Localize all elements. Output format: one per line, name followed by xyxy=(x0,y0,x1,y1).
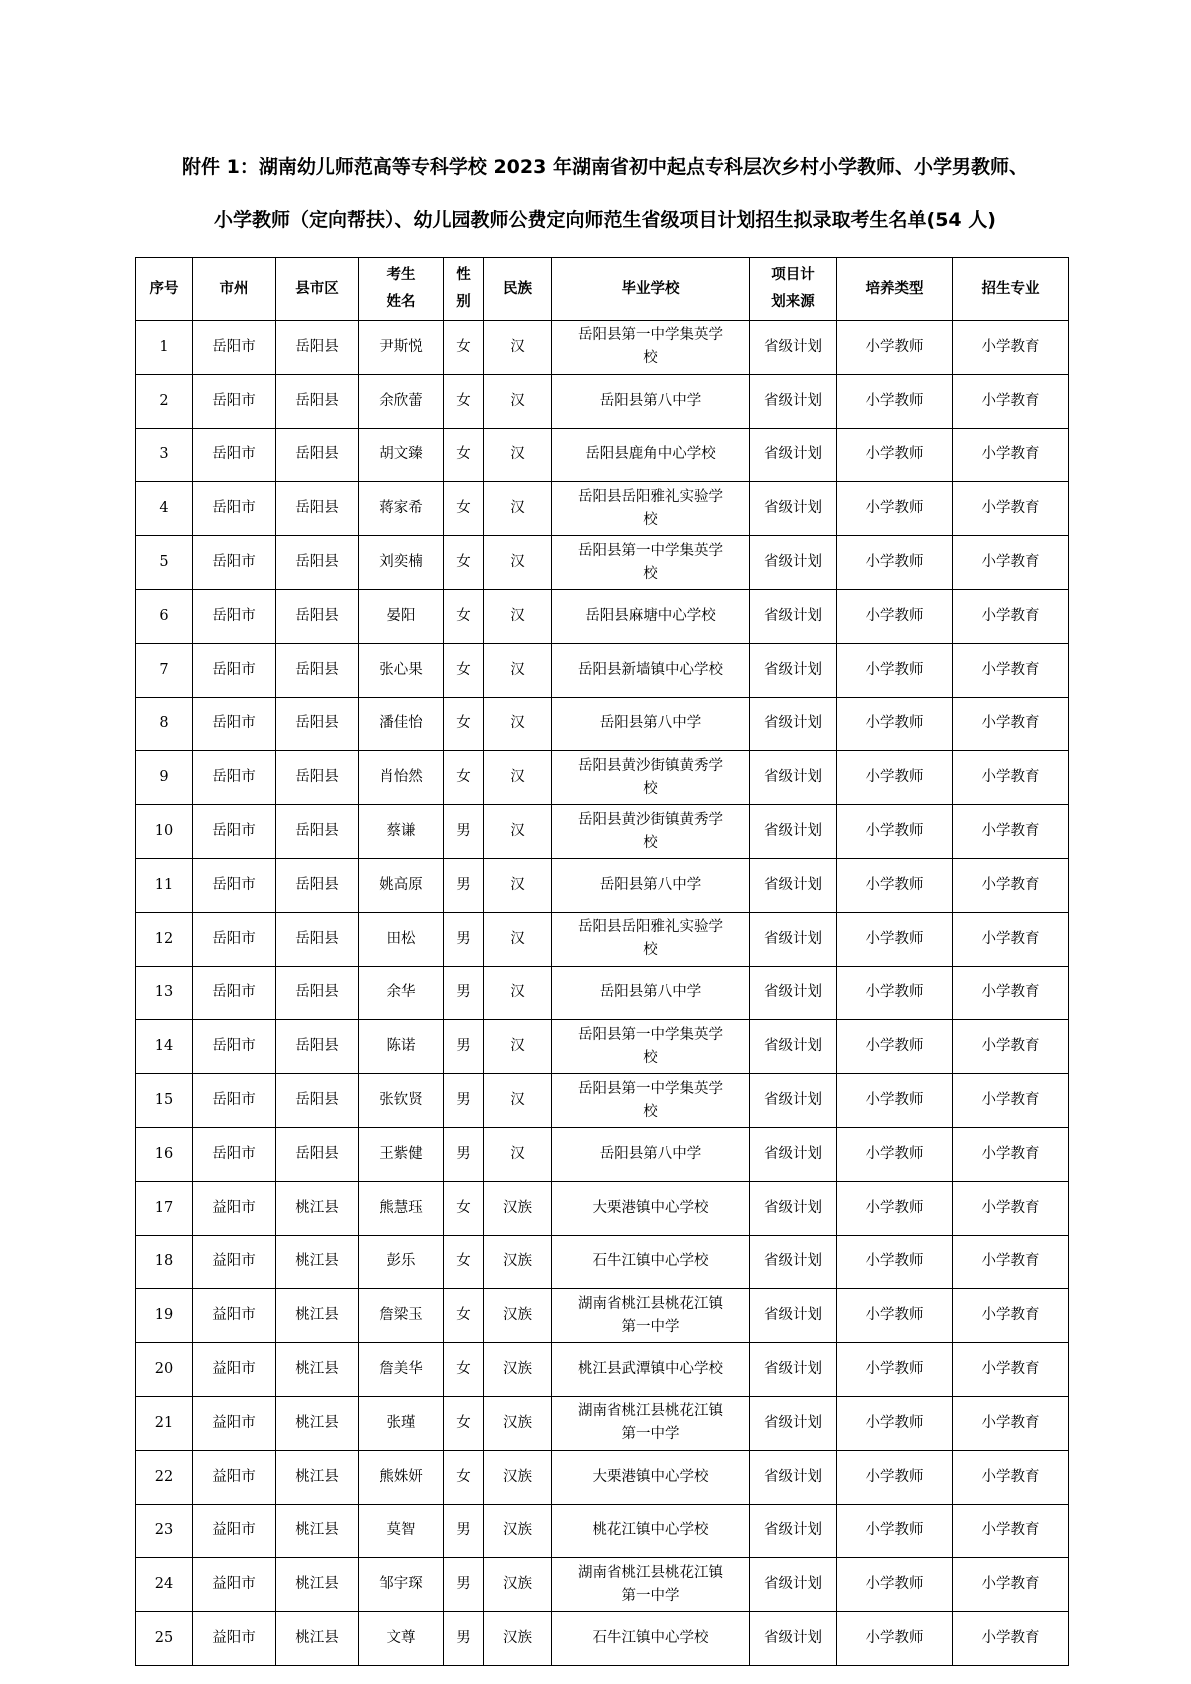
cell-ethnicity: 汉 xyxy=(484,966,552,1020)
cell-county: 岳阳县 xyxy=(276,858,359,912)
cell-training-type: 小学教师 xyxy=(837,374,953,428)
cell-name: 姚高原 xyxy=(359,858,444,912)
cell-county: 桃江县 xyxy=(276,1181,359,1235)
cell-major: 小学教育 xyxy=(953,912,1069,966)
cell-school: 岳阳县第一中学集英学 校 xyxy=(552,321,750,375)
cell-gender: 男 xyxy=(444,1504,484,1558)
col-header-city: 市州 xyxy=(193,258,276,321)
cell-ethnicity: 汉 xyxy=(484,589,552,643)
cell-school: 大栗港镇中心学校 xyxy=(552,1181,750,1235)
table-row xyxy=(136,1343,1069,1397)
cell-ethnicity: 汉族 xyxy=(484,1343,552,1397)
cell-major: 小学教育 xyxy=(953,1289,1069,1343)
cell-major: 小学教育 xyxy=(953,321,1069,375)
col-header-index: 序号 xyxy=(136,258,193,321)
cell-school: 大栗港镇中心学校 xyxy=(552,1450,750,1504)
cell-training-type: 小学教师 xyxy=(837,482,953,536)
table-row xyxy=(136,589,1069,643)
cell-plan-source: 省级计划 xyxy=(750,321,837,375)
cell-county: 桃江县 xyxy=(276,1289,359,1343)
cell-ethnicity: 汉 xyxy=(484,751,552,805)
cell-gender: 女 xyxy=(444,1343,484,1397)
cell-plan-source: 省级计划 xyxy=(750,966,837,1020)
cell-training-type: 小学教师 xyxy=(837,536,953,590)
cell-county: 岳阳县 xyxy=(276,428,359,482)
cell-index: 20 xyxy=(136,1343,193,1397)
cell-gender: 女 xyxy=(444,1396,484,1450)
cell-name: 刘奕楠 xyxy=(359,536,444,590)
cell-school: 岳阳县岳阳雅礼实验学 校 xyxy=(552,912,750,966)
cell-training-type: 小学教师 xyxy=(837,912,953,966)
cell-school: 石牛江镇中心学校 xyxy=(552,1235,750,1289)
cell-gender: 女 xyxy=(444,321,484,375)
cell-county: 岳阳县 xyxy=(276,751,359,805)
cell-plan-source: 省级计划 xyxy=(750,374,837,428)
cell-gender: 男 xyxy=(444,1612,484,1666)
cell-major: 小学教育 xyxy=(953,1181,1069,1235)
cell-gender: 男 xyxy=(444,1127,484,1181)
cell-gender: 男 xyxy=(444,805,484,859)
cell-county: 岳阳县 xyxy=(276,643,359,697)
cell-plan-source: 省级计划 xyxy=(750,482,837,536)
cell-school: 岳阳县鹿角中心学校 xyxy=(552,428,750,482)
cell-index: 21 xyxy=(136,1396,193,1450)
cell-county: 桃江县 xyxy=(276,1235,359,1289)
cell-training-type: 小学教师 xyxy=(837,1289,953,1343)
cell-school: 岳阳县第一中学集英学 校 xyxy=(552,1074,750,1128)
cell-major: 小学教育 xyxy=(953,1396,1069,1450)
cell-plan-source: 省级计划 xyxy=(750,1289,837,1343)
cell-gender: 女 xyxy=(444,1181,484,1235)
cell-ethnicity: 汉 xyxy=(484,482,552,536)
table-row xyxy=(136,482,1069,536)
cell-plan-source: 省级计划 xyxy=(750,1074,837,1128)
cell-school: 岳阳县岳阳雅礼实验学 校 xyxy=(552,482,750,536)
cell-city: 岳阳市 xyxy=(193,912,276,966)
cell-county: 桃江县 xyxy=(276,1343,359,1397)
cell-school: 岳阳县第八中学 xyxy=(552,858,750,912)
cell-plan-source: 省级计划 xyxy=(750,1181,837,1235)
cell-school: 岳阳县黄沙街镇黄秀学 校 xyxy=(552,805,750,859)
cell-name: 彭乐 xyxy=(359,1235,444,1289)
cell-ethnicity: 汉 xyxy=(484,805,552,859)
cell-major: 小学教育 xyxy=(953,643,1069,697)
cell-county: 岳阳县 xyxy=(276,589,359,643)
cell-training-type: 小学教师 xyxy=(837,1181,953,1235)
cell-ethnicity: 汉 xyxy=(484,912,552,966)
cell-county: 岳阳县 xyxy=(276,697,359,751)
cell-name: 王紫健 xyxy=(359,1127,444,1181)
cell-index: 7 xyxy=(136,643,193,697)
cell-city: 岳阳市 xyxy=(193,858,276,912)
cell-index: 8 xyxy=(136,697,193,751)
cell-training-type: 小学教师 xyxy=(837,1450,953,1504)
cell-city: 岳阳市 xyxy=(193,589,276,643)
cell-city: 益阳市 xyxy=(193,1450,276,1504)
cell-school: 桃花江镇中心学校 xyxy=(552,1504,750,1558)
cell-school: 石牛江镇中心学校 xyxy=(552,1612,750,1666)
cell-city: 岳阳市 xyxy=(193,697,276,751)
cell-plan-source: 省级计划 xyxy=(750,536,837,590)
cell-city: 益阳市 xyxy=(193,1558,276,1612)
cell-city: 岳阳市 xyxy=(193,1020,276,1074)
cell-plan-source: 省级计划 xyxy=(750,1020,837,1074)
cell-gender: 女 xyxy=(444,1450,484,1504)
cell-gender: 女 xyxy=(444,1235,484,1289)
cell-ethnicity: 汉族 xyxy=(484,1558,552,1612)
cell-county: 桃江县 xyxy=(276,1450,359,1504)
cell-plan-source: 省级计划 xyxy=(750,1450,837,1504)
table-row xyxy=(136,321,1069,375)
cell-major: 小学教育 xyxy=(953,858,1069,912)
cell-school: 岳阳县麻塘中心学校 xyxy=(552,589,750,643)
cell-county: 桃江县 xyxy=(276,1612,359,1666)
cell-index: 13 xyxy=(136,966,193,1020)
cell-index: 6 xyxy=(136,589,193,643)
cell-training-type: 小学教师 xyxy=(837,1558,953,1612)
cell-name: 熊慧珏 xyxy=(359,1181,444,1235)
cell-name: 熊姝妍 xyxy=(359,1450,444,1504)
cell-index: 1 xyxy=(136,321,193,375)
cell-name: 田松 xyxy=(359,912,444,966)
cell-training-type: 小学教师 xyxy=(837,1020,953,1074)
cell-city: 岳阳市 xyxy=(193,1074,276,1128)
cell-city: 岳阳市 xyxy=(193,536,276,590)
table-row xyxy=(136,1235,1069,1289)
cell-city: 岳阳市 xyxy=(193,321,276,375)
cell-plan-source: 省级计划 xyxy=(750,428,837,482)
cell-county: 桃江县 xyxy=(276,1558,359,1612)
cell-plan-source: 省级计划 xyxy=(750,589,837,643)
cell-name: 胡文臻 xyxy=(359,428,444,482)
cell-plan-source: 省级计划 xyxy=(750,1396,837,1450)
cell-index: 22 xyxy=(136,1450,193,1504)
cell-school: 岳阳县黄沙街镇黄秀学 校 xyxy=(552,751,750,805)
table-row xyxy=(136,912,1069,966)
cell-major: 小学教育 xyxy=(953,1074,1069,1128)
cell-index: 19 xyxy=(136,1289,193,1343)
cell-county: 岳阳县 xyxy=(276,1020,359,1074)
cell-index: 12 xyxy=(136,912,193,966)
cell-major: 小学教育 xyxy=(953,1127,1069,1181)
table-row xyxy=(136,697,1069,751)
table-row xyxy=(136,428,1069,482)
cell-index: 5 xyxy=(136,536,193,590)
cell-name: 邹宇琛 xyxy=(359,1558,444,1612)
cell-plan-source: 省级计划 xyxy=(750,697,837,751)
cell-major: 小学教育 xyxy=(953,589,1069,643)
table-row xyxy=(136,751,1069,805)
cell-training-type: 小学教师 xyxy=(837,1343,953,1397)
cell-training-type: 小学教师 xyxy=(837,697,953,751)
cell-plan-source: 省级计划 xyxy=(750,1504,837,1558)
cell-gender: 女 xyxy=(444,374,484,428)
table-row xyxy=(136,1558,1069,1612)
table-row xyxy=(136,966,1069,1020)
cell-plan-source: 省级计划 xyxy=(750,1343,837,1397)
table-row xyxy=(136,1020,1069,1074)
cell-training-type: 小学教师 xyxy=(837,966,953,1020)
document-title-line-2: 小学教师（定向帮扶）、幼儿园教师公费定向师范生省级项目计划招生拟录取考生名单(54 人) xyxy=(214,209,996,231)
cell-city: 益阳市 xyxy=(193,1289,276,1343)
cell-city: 益阳市 xyxy=(193,1504,276,1558)
cell-major: 小学教育 xyxy=(953,482,1069,536)
cell-gender: 男 xyxy=(444,1074,484,1128)
cell-ethnicity: 汉族 xyxy=(484,1289,552,1343)
cell-name: 肖怡然 xyxy=(359,751,444,805)
cell-name: 莫智 xyxy=(359,1504,444,1558)
cell-city: 益阳市 xyxy=(193,1343,276,1397)
cell-ethnicity: 汉族 xyxy=(484,1396,552,1450)
table-row xyxy=(136,1612,1069,1666)
cell-gender: 女 xyxy=(444,751,484,805)
cell-city: 岳阳市 xyxy=(193,1127,276,1181)
cell-county: 岳阳县 xyxy=(276,966,359,1020)
cell-name: 晏阳 xyxy=(359,589,444,643)
col-header-gender: 性 别 xyxy=(444,258,484,321)
cell-name: 余欣蕾 xyxy=(359,374,444,428)
cell-training-type: 小学教师 xyxy=(837,1235,953,1289)
cell-ethnicity: 汉族 xyxy=(484,1612,552,1666)
cell-county: 岳阳县 xyxy=(276,1074,359,1128)
cell-major: 小学教育 xyxy=(953,1504,1069,1558)
cell-plan-source: 省级计划 xyxy=(750,1558,837,1612)
cell-city: 岳阳市 xyxy=(193,966,276,1020)
cell-county: 岳阳县 xyxy=(276,321,359,375)
cell-city: 岳阳市 xyxy=(193,751,276,805)
cell-name: 潘佳怡 xyxy=(359,697,444,751)
cell-index: 14 xyxy=(136,1020,193,1074)
cell-name: 詹梁玉 xyxy=(359,1289,444,1343)
cell-school: 岳阳县第八中学 xyxy=(552,1127,750,1181)
cell-index: 2 xyxy=(136,374,193,428)
cell-city: 益阳市 xyxy=(193,1235,276,1289)
cell-city: 岳阳市 xyxy=(193,428,276,482)
cell-index: 10 xyxy=(136,805,193,859)
cell-training-type: 小学教师 xyxy=(837,1127,953,1181)
cell-gender: 女 xyxy=(444,482,484,536)
cell-index: 18 xyxy=(136,1235,193,1289)
cell-training-type: 小学教师 xyxy=(837,321,953,375)
cell-training-type: 小学教师 xyxy=(837,643,953,697)
cell-name: 陈诺 xyxy=(359,1020,444,1074)
table-row xyxy=(136,643,1069,697)
cell-city: 益阳市 xyxy=(193,1612,276,1666)
table-row xyxy=(136,1396,1069,1450)
cell-plan-source: 省级计划 xyxy=(750,1612,837,1666)
cell-training-type: 小学教师 xyxy=(837,1074,953,1128)
cell-school: 湖南省桃江县桃花江镇 第一中学 xyxy=(552,1289,750,1343)
cell-index: 11 xyxy=(136,858,193,912)
cell-plan-source: 省级计划 xyxy=(750,858,837,912)
cell-training-type: 小学教师 xyxy=(837,1612,953,1666)
cell-ethnicity: 汉 xyxy=(484,858,552,912)
cell-ethnicity: 汉 xyxy=(484,428,552,482)
cell-name: 尹斯悦 xyxy=(359,321,444,375)
cell-index: 23 xyxy=(136,1504,193,1558)
cell-ethnicity: 汉族 xyxy=(484,1181,552,1235)
cell-major: 小学教育 xyxy=(953,1020,1069,1074)
cell-ethnicity: 汉 xyxy=(484,643,552,697)
cell-major: 小学教育 xyxy=(953,1235,1069,1289)
cell-ethnicity: 汉族 xyxy=(484,1235,552,1289)
cell-school: 岳阳县新墙镇中心学校 xyxy=(552,643,750,697)
cell-ethnicity: 汉族 xyxy=(484,1504,552,1558)
cell-name: 余华 xyxy=(359,966,444,1020)
cell-plan-source: 省级计划 xyxy=(750,912,837,966)
col-header-ethnicity: 民族 xyxy=(484,258,552,321)
cell-ethnicity: 汉 xyxy=(484,374,552,428)
cell-index: 25 xyxy=(136,1612,193,1666)
cell-school: 岳阳县第一中学集英学 校 xyxy=(552,1020,750,1074)
cell-school: 岳阳县第八中学 xyxy=(552,374,750,428)
cell-major: 小学教育 xyxy=(953,1558,1069,1612)
cell-plan-source: 省级计划 xyxy=(750,751,837,805)
table-row xyxy=(136,1289,1069,1343)
cell-ethnicity: 汉 xyxy=(484,1127,552,1181)
cell-plan-source: 省级计划 xyxy=(750,643,837,697)
table-row xyxy=(136,1127,1069,1181)
cell-major: 小学教育 xyxy=(953,751,1069,805)
cell-school: 岳阳县第八中学 xyxy=(552,697,750,751)
cell-major: 小学教育 xyxy=(953,1450,1069,1504)
admission-list-table xyxy=(135,257,1069,1666)
cell-school: 桃江县武潭镇中心学校 xyxy=(552,1343,750,1397)
table-row xyxy=(136,374,1069,428)
cell-name: 张心果 xyxy=(359,643,444,697)
cell-gender: 女 xyxy=(444,643,484,697)
document-title-line-1: 附件 1：湖南幼儿师范高等专科学校 2023 年湖南省初中起点专科层次乡村小学教师、小学男教师、 xyxy=(182,156,1028,178)
table-row xyxy=(136,1181,1069,1235)
cell-school: 岳阳县第一中学集英学 校 xyxy=(552,536,750,590)
cell-index: 15 xyxy=(136,1074,193,1128)
cell-city: 岳阳市 xyxy=(193,643,276,697)
cell-index: 9 xyxy=(136,751,193,805)
cell-county: 岳阳县 xyxy=(276,912,359,966)
cell-ethnicity: 汉 xyxy=(484,1020,552,1074)
cell-name: 詹美华 xyxy=(359,1343,444,1397)
cell-county: 桃江县 xyxy=(276,1504,359,1558)
cell-gender: 男 xyxy=(444,1020,484,1074)
cell-index: 4 xyxy=(136,482,193,536)
cell-training-type: 小学教师 xyxy=(837,858,953,912)
cell-county: 桃江县 xyxy=(276,1396,359,1450)
col-header-training-type: 培养类型 xyxy=(837,258,953,321)
table-row xyxy=(136,1074,1069,1128)
col-header-school: 毕业学校 xyxy=(552,258,750,321)
cell-major: 小学教育 xyxy=(953,374,1069,428)
col-header-name: 考生 姓名 xyxy=(359,258,444,321)
cell-school: 岳阳县第八中学 xyxy=(552,966,750,1020)
cell-city: 岳阳市 xyxy=(193,805,276,859)
cell-city: 岳阳市 xyxy=(193,482,276,536)
cell-city: 岳阳市 xyxy=(193,374,276,428)
cell-school: 湖南省桃江县桃花江镇 第一中学 xyxy=(552,1396,750,1450)
cell-name: 蔡谦 xyxy=(359,805,444,859)
cell-index: 24 xyxy=(136,1558,193,1612)
cell-index: 16 xyxy=(136,1127,193,1181)
table-row xyxy=(136,536,1069,590)
cell-gender: 男 xyxy=(444,966,484,1020)
cell-gender: 男 xyxy=(444,1558,484,1612)
cell-index: 3 xyxy=(136,428,193,482)
cell-county: 岳阳县 xyxy=(276,482,359,536)
cell-major: 小学教育 xyxy=(953,536,1069,590)
cell-plan-source: 省级计划 xyxy=(750,1127,837,1181)
cell-training-type: 小学教师 xyxy=(837,589,953,643)
cell-ethnicity: 汉族 xyxy=(484,1450,552,1504)
cell-major: 小学教育 xyxy=(953,805,1069,859)
table-row xyxy=(136,1504,1069,1558)
col-header-county: 县市区 xyxy=(276,258,359,321)
cell-county: 岳阳县 xyxy=(276,374,359,428)
col-header-major: 招生专业 xyxy=(953,258,1069,321)
cell-plan-source: 省级计划 xyxy=(750,1235,837,1289)
cell-city: 益阳市 xyxy=(193,1181,276,1235)
cell-gender: 女 xyxy=(444,1289,484,1343)
cell-ethnicity: 汉 xyxy=(484,536,552,590)
table-row xyxy=(136,1450,1069,1504)
cell-name: 张瑾 xyxy=(359,1396,444,1450)
cell-training-type: 小学教师 xyxy=(837,1504,953,1558)
cell-major: 小学教育 xyxy=(953,966,1069,1020)
col-header-plan-source: 项目计 划来源 xyxy=(750,258,837,321)
cell-ethnicity: 汉 xyxy=(484,697,552,751)
cell-name: 蒋家希 xyxy=(359,482,444,536)
cell-county: 岳阳县 xyxy=(276,536,359,590)
cell-city: 益阳市 xyxy=(193,1396,276,1450)
table-body xyxy=(136,321,1069,1666)
cell-ethnicity: 汉 xyxy=(484,321,552,375)
cell-gender: 女 xyxy=(444,697,484,751)
cell-training-type: 小学教师 xyxy=(837,428,953,482)
table-header-row xyxy=(136,258,1069,321)
cell-name: 文尊 xyxy=(359,1612,444,1666)
cell-index: 17 xyxy=(136,1181,193,1235)
cell-major: 小学教育 xyxy=(953,428,1069,482)
cell-gender: 男 xyxy=(444,912,484,966)
cell-major: 小学教育 xyxy=(953,1612,1069,1666)
cell-gender: 男 xyxy=(444,858,484,912)
cell-ethnicity: 汉 xyxy=(484,1074,552,1128)
cell-training-type: 小学教师 xyxy=(837,751,953,805)
cell-training-type: 小学教师 xyxy=(837,805,953,859)
cell-gender: 女 xyxy=(444,536,484,590)
table-row xyxy=(136,858,1069,912)
cell-training-type: 小学教师 xyxy=(837,1396,953,1450)
cell-school: 湖南省桃江县桃花江镇 第一中学 xyxy=(552,1558,750,1612)
cell-county: 岳阳县 xyxy=(276,805,359,859)
cell-gender: 女 xyxy=(444,428,484,482)
cell-major: 小学教育 xyxy=(953,697,1069,751)
cell-county: 岳阳县 xyxy=(276,1127,359,1181)
cell-major: 小学教育 xyxy=(953,1343,1069,1397)
cell-gender: 女 xyxy=(444,589,484,643)
cell-plan-source: 省级计划 xyxy=(750,805,837,859)
cell-name: 张钦贤 xyxy=(359,1074,444,1128)
table-row xyxy=(136,805,1069,859)
